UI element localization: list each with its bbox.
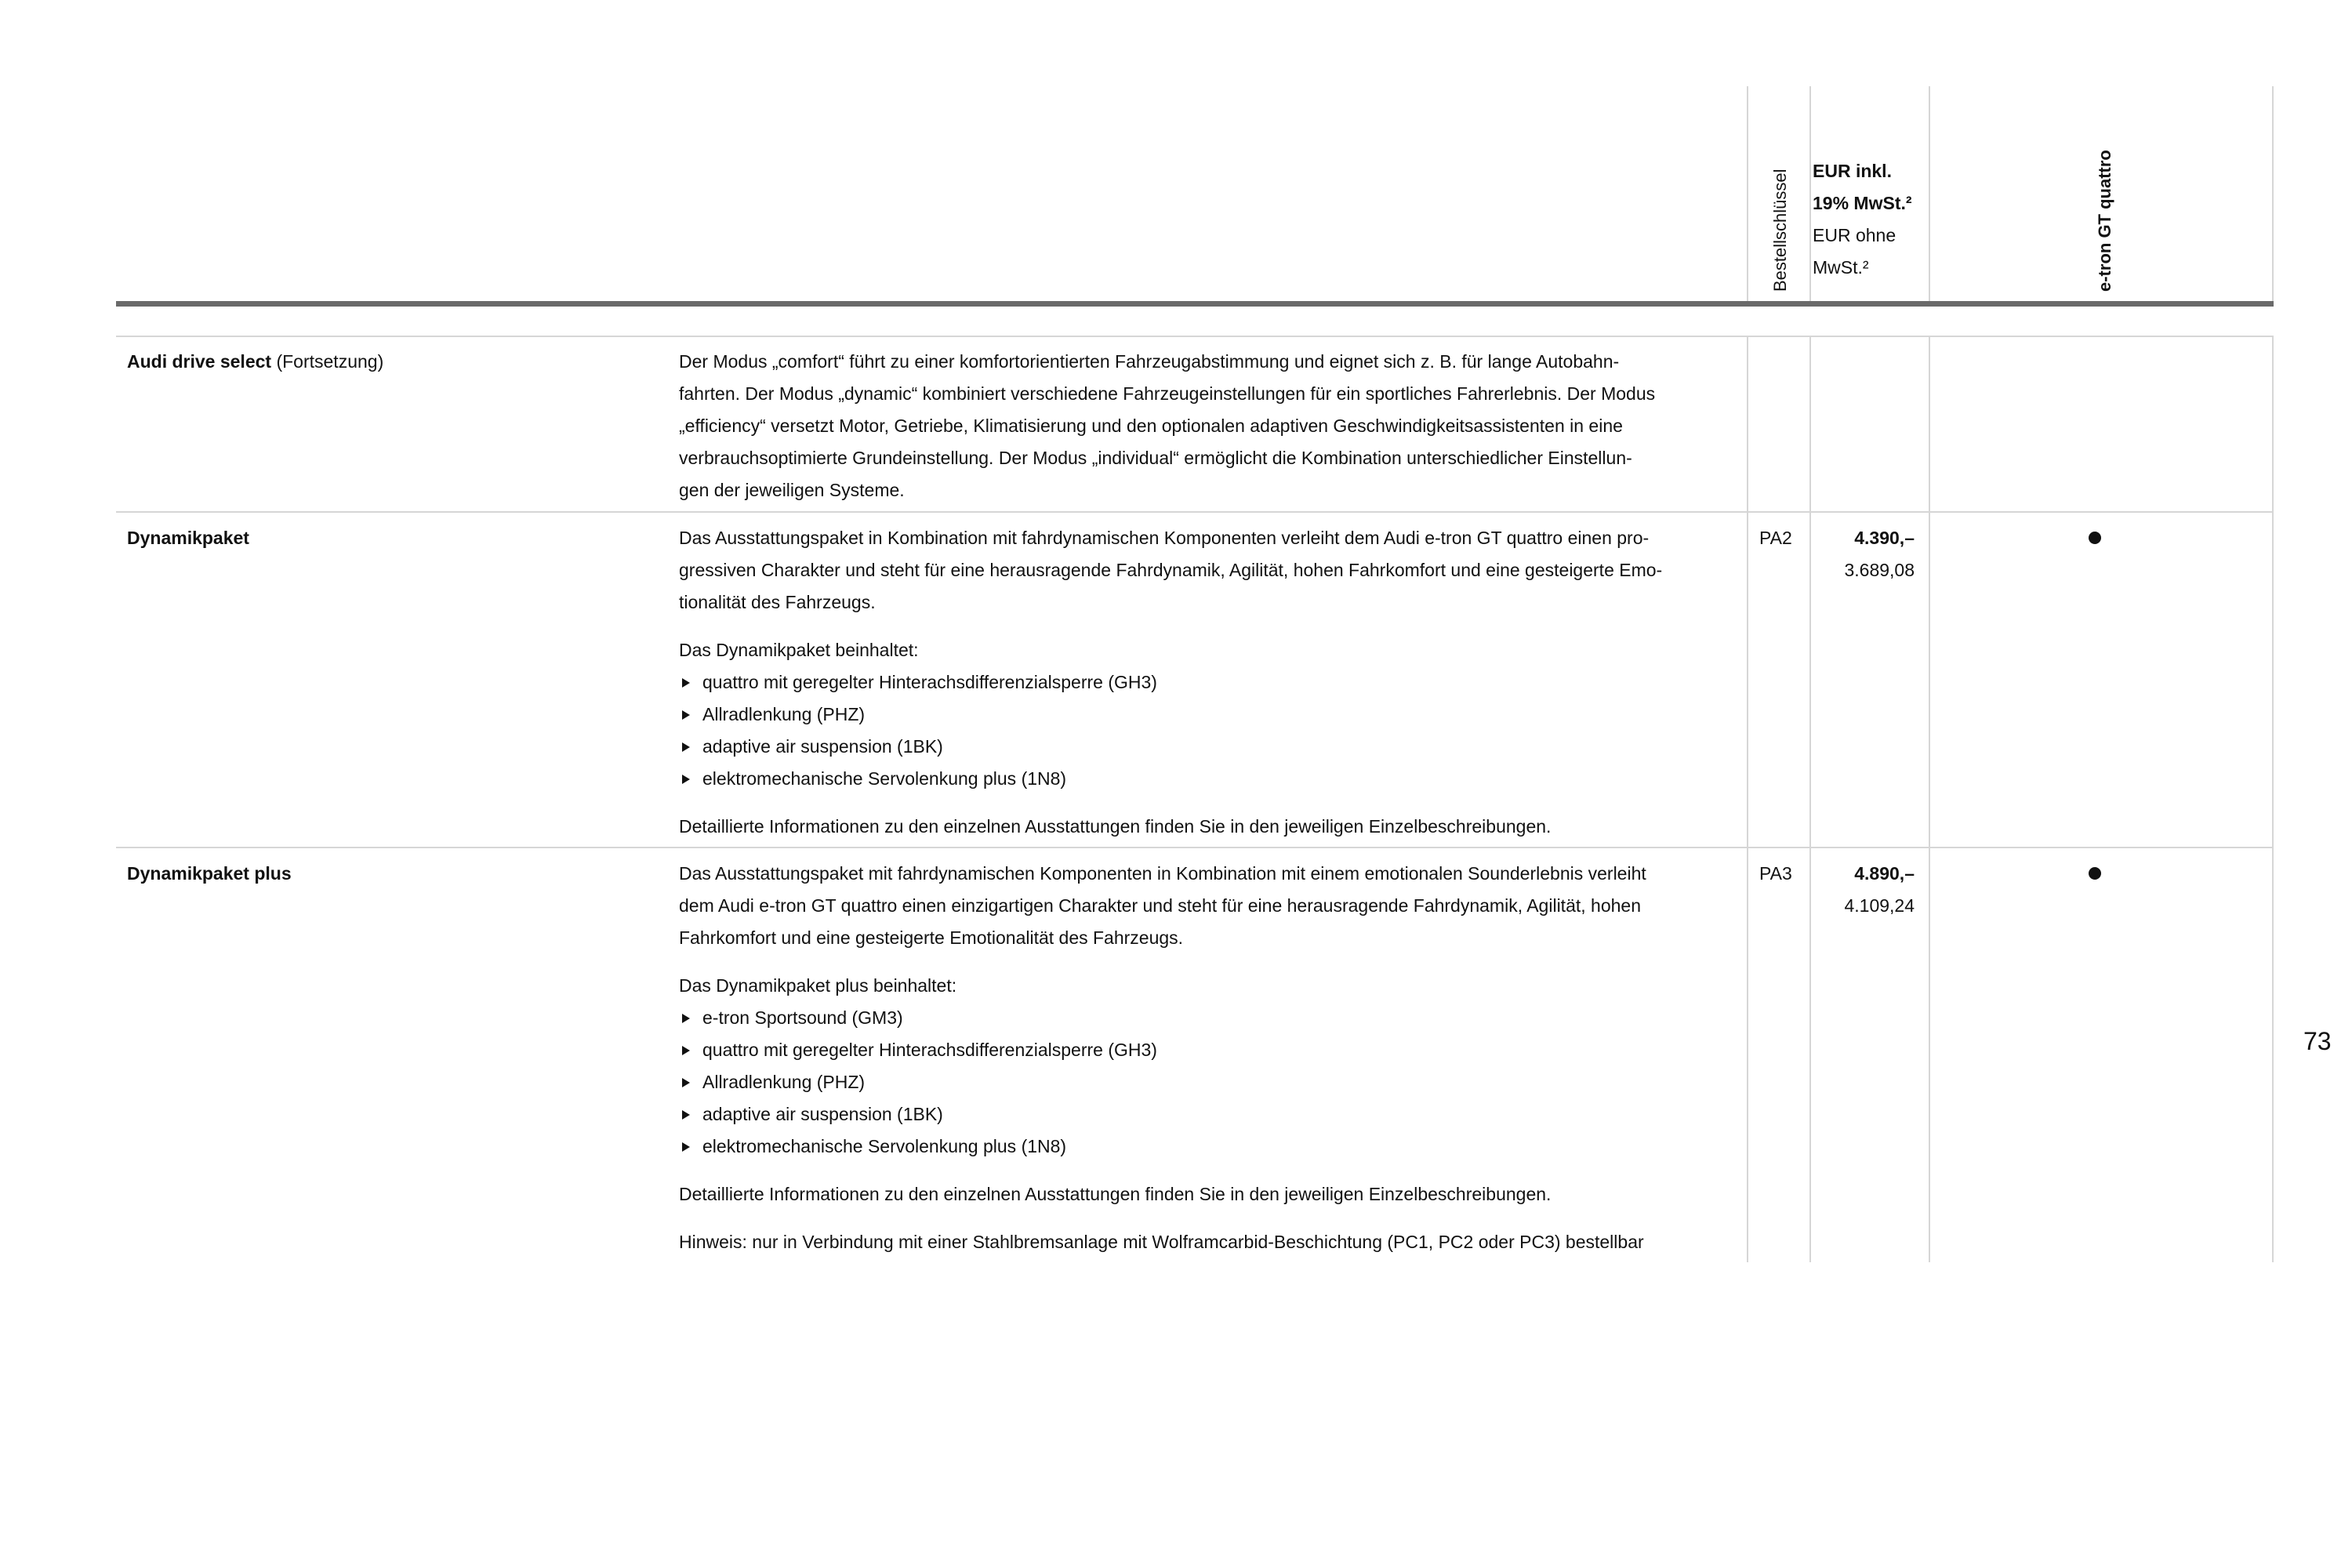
order-code: PA2 (1759, 528, 1792, 548)
row-desc-audi-drive-select (679, 346, 1737, 506)
body-divider-4 (2272, 336, 2274, 1262)
price-block (1828, 522, 1915, 586)
price-incl: 4.390,– (1854, 528, 1915, 548)
order-code: PA3 (1759, 863, 1792, 884)
desc-line: gressiven Charakter und steht für eine herausragende Fahrdynamik, Agilität, hohen Fahrkomfort und eine gesteigerte Emo- (679, 560, 1663, 580)
header-price (1813, 155, 1912, 284)
hint-note: Hinweis: nur in Verbindung mit einer Stahlbremsanlage mit Wolframcarbid-Beschichtung (PC1, PC2 oder PC3) bestellbar (679, 1232, 1644, 1252)
desc-line: fahrten. Der Modus „dynamic“ kombiniert verschiedene Fahrzeugeinstellungen für ein sportliches Fahrerlebnis. Der Modus (679, 383, 1656, 404)
desc-line: verbrauchsoptimierte Grundeinstellung. Der Modus „individual“ ermöglicht die Kombination unterschiedlicher Einstellun- (679, 448, 1632, 468)
row-separator-1 (116, 511, 2274, 513)
list-item: elektromechanische Servolenkung plus (1N8) (679, 1131, 1737, 1163)
includes-label: Das Dynamikpaket plus beinhaltet: (679, 975, 957, 996)
header-model: e-tron GT quattro (2095, 150, 2114, 292)
desc-line: Das Ausstattungspaket mit fahrdynamischen Komponenten in Kombination mit einem emotionalen Sounderlebnis verleiht (679, 863, 1646, 884)
desc-line: tionalität des Fahrzeugs. (679, 592, 876, 612)
row-title-suffix: (Fortsetzung) (271, 351, 384, 372)
row-separator-2 (116, 847, 2274, 848)
header-rule-thin (116, 336, 2274, 337)
price-block (1828, 858, 1915, 922)
desc-line: Das Ausstattungspaket in Kombination mit fahrdynamischen Komponenten verleiht dem Audi e-tron GT quattro einen pro- (679, 528, 1650, 548)
header-order-key: Bestellschlüssel (1770, 169, 1790, 292)
list-item: Allradlenkung (PHZ) (679, 699, 1737, 731)
header-price-incl-1: EUR inkl. (1813, 161, 1892, 181)
header-divider-2 (1809, 86, 1811, 304)
desc-line: Der Modus „comfort“ führt zu einer komfortorientierten Fahrzeugabstimmung und eignet sich z. B. für lange Autobahn- (679, 351, 1620, 372)
desc-line: dem Audi e-tron GT quattro einen einzigartigen Charakter und steht für eine herausragende Fahrdynamik, Agilität, hohen (679, 895, 1641, 916)
row-title-dynamikpaket-plus (127, 858, 292, 890)
list-item: quattro mit geregelter Hinterachsdifferenzialsperre (GH3) (679, 666, 1737, 699)
row-title-strong: Dynamikpaket plus (127, 863, 292, 884)
includes-label: Das Dynamikpaket beinhaltet: (679, 640, 919, 660)
list-item: Allradlenkung (PHZ) (679, 1066, 1737, 1098)
row-title-strong: Audi drive select (127, 351, 272, 372)
standard-dot-icon (2089, 867, 2101, 880)
list-item: adaptive air suspension (1BK) (679, 1098, 1737, 1131)
list-item: quattro mit geregelter Hinterachsdifferenzialsperre (GH3) (679, 1034, 1737, 1066)
price-excl: 4.109,24 (1844, 895, 1915, 916)
body-divider-1 (1747, 336, 1748, 1262)
standard-dot-icon (2089, 532, 2101, 544)
includes-list (679, 666, 1737, 795)
header-price-excl-2: MwSt.² (1813, 257, 1869, 278)
detail-note: Detaillierte Informationen zu den einzelnen Ausstattungen finden Sie in den jeweiligen Einzelbeschreibungen. (679, 816, 1552, 837)
list-item: elektromechanische Servolenkung plus (1N8) (679, 763, 1737, 795)
header-price-incl-2: 19% MwSt.² (1813, 193, 1912, 213)
body-divider-3 (1929, 336, 1930, 1262)
header-price-excl-1: EUR ohne (1813, 225, 1896, 245)
page-number: 73 (2303, 1027, 2332, 1055)
list-item: e-tron Sportsound (GM3) (679, 1002, 1737, 1034)
header-rule (116, 301, 2274, 307)
body-divider-2 (1809, 336, 1811, 1262)
header-divider-4 (2272, 86, 2274, 304)
includes-list (679, 1002, 1737, 1163)
price-excl: 3.689,08 (1844, 560, 1915, 580)
desc-line: gen der jeweiligen Systeme. (679, 480, 905, 500)
row-title-audi-drive-select (127, 346, 383, 378)
header-divider-1 (1747, 86, 1748, 304)
row-title-dynamikpaket (127, 522, 249, 554)
row-title-strong: Dynamikpaket (127, 528, 249, 548)
detail-note: Detaillierte Informationen zu den einzelnen Ausstattungen finden Sie in den jeweiligen Einzelbeschreibungen. (679, 1184, 1552, 1204)
header-divider-3 (1929, 86, 1930, 304)
desc-line: Fahrkomfort und eine gesteigerte Emotionalität des Fahrzeugs. (679, 927, 1184, 948)
desc-line: „efficiency“ versetzt Motor, Getriebe, Klimatisierung und den optionalen adaptiven Geschwindigkeitsassistenten in eine (679, 416, 1623, 436)
price-incl: 4.890,– (1854, 863, 1915, 884)
row-desc-dynamikpaket-plus (679, 858, 1737, 1258)
row-desc-dynamikpaket (679, 522, 1737, 843)
list-item: adaptive air suspension (1BK) (679, 731, 1737, 763)
